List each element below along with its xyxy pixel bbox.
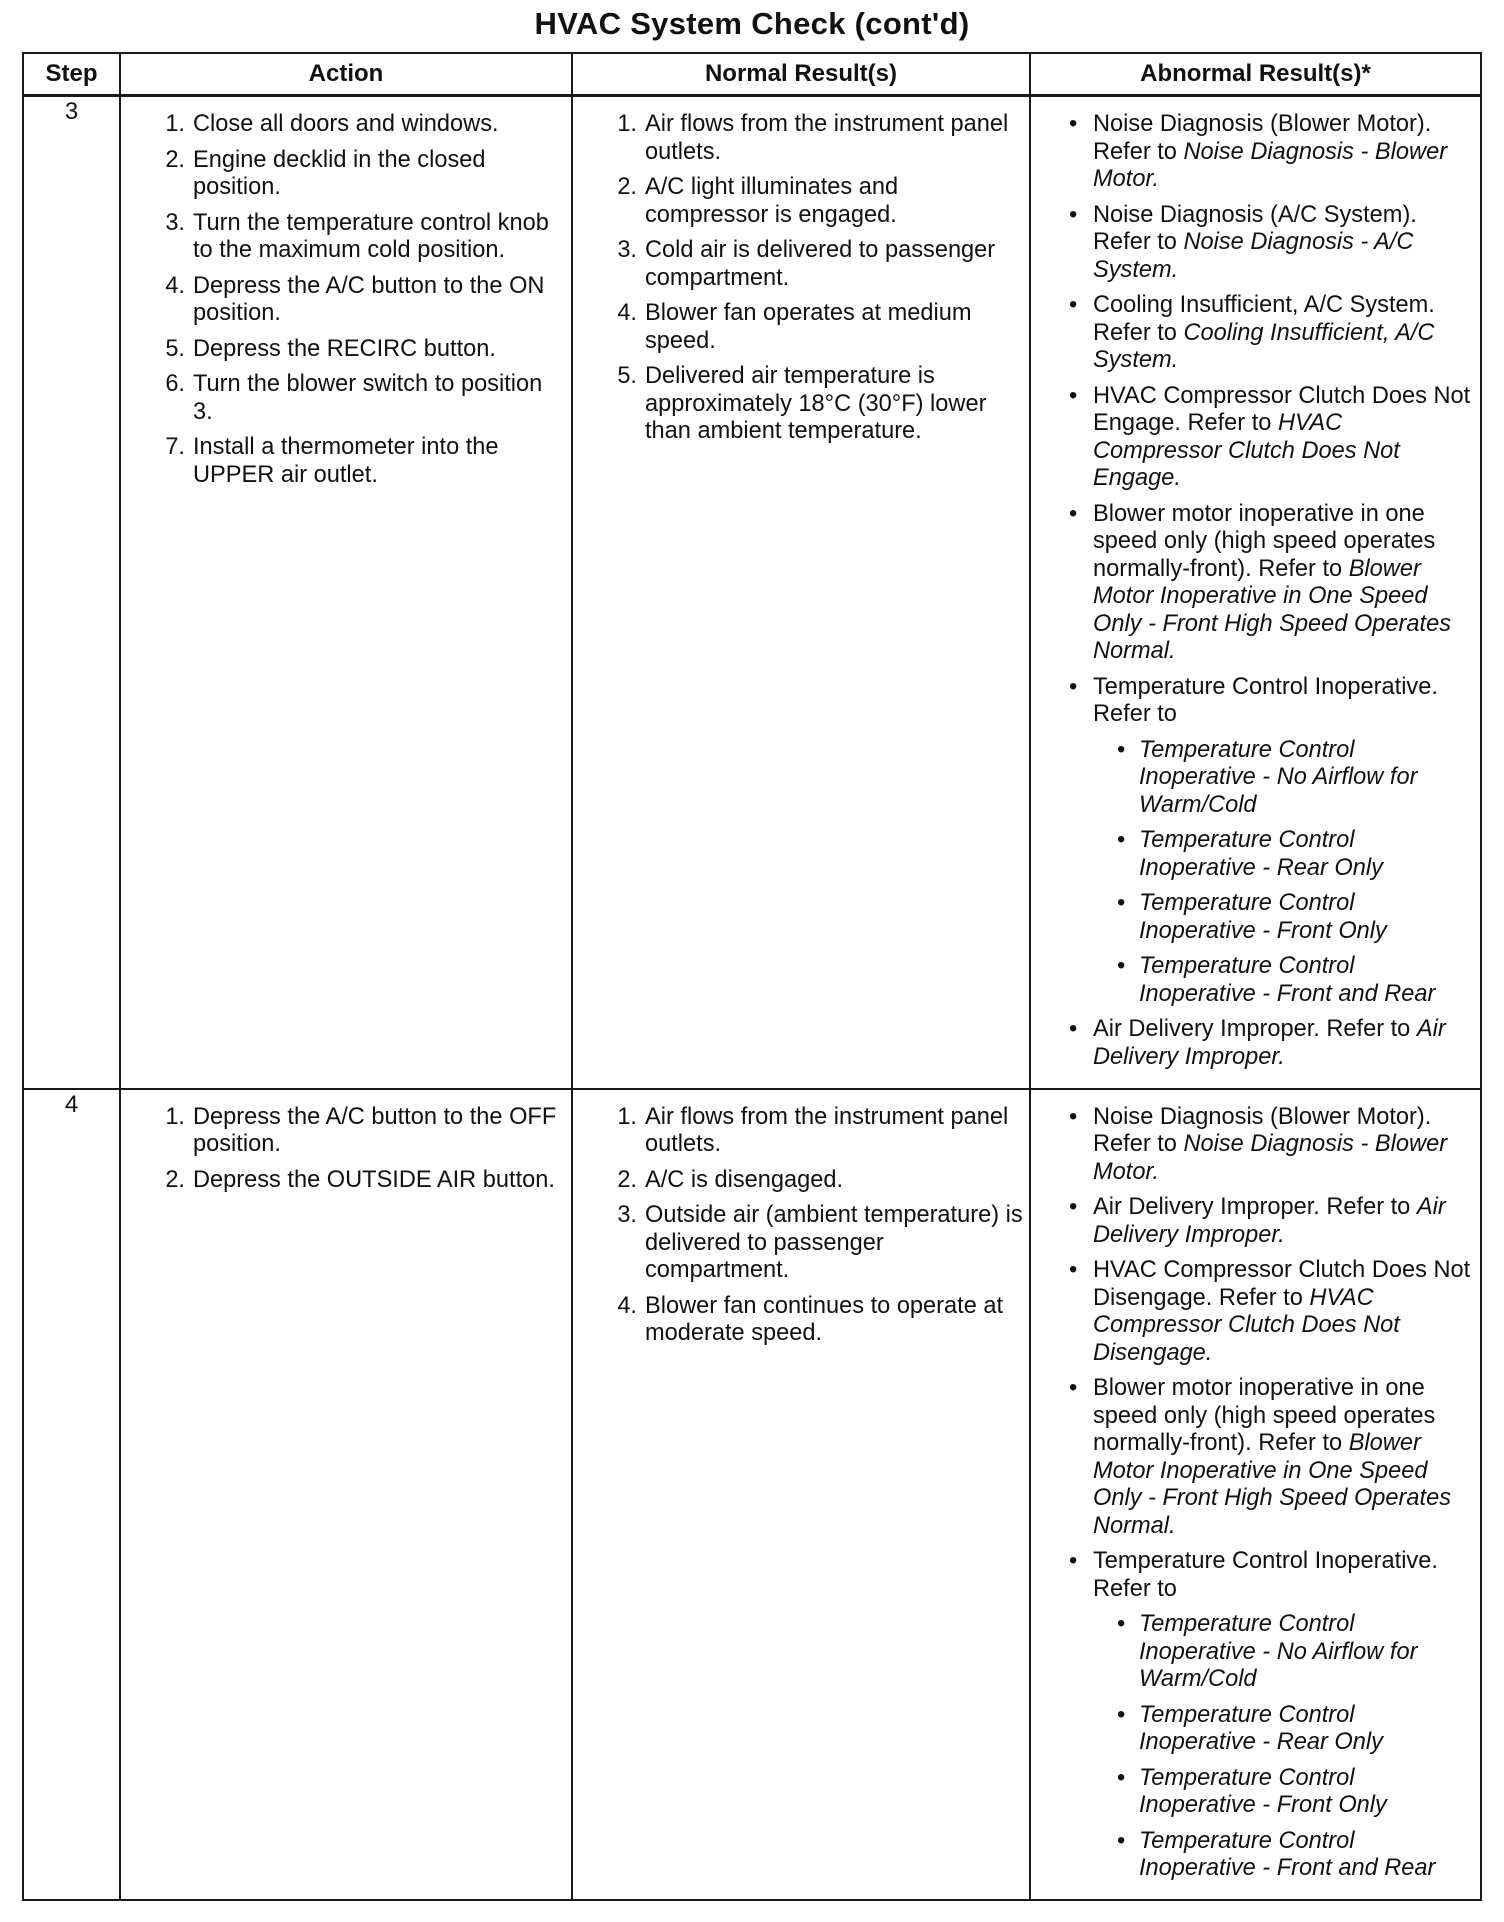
reference-link: Temperature Control Inoperative - Front Only [1139,890,1387,944]
item-text: Install a thermometer into the UPPER air outlet. [193,434,499,488]
list-item [611,1202,1023,1285]
list-item [1067,1257,1476,1367]
table-row-step-3 [23,96,1481,1089]
list-item [1067,383,1476,493]
reference-link: HVAC Compressor Clutch Does Not Engage. [1093,410,1400,491]
reference-link: Noise Diagnosis - Blower Motor. [1093,138,1448,192]
abnormal-result-cell [1030,96,1481,1089]
normal-result-cell [572,96,1030,1089]
item-text: Delivered air temperature is approximately 18°C (30°F) lower than ambient temperature. [645,363,987,444]
item-number: 2. [617,174,637,200]
item-text: Cold air is delivered to passenger compartment. [645,237,996,291]
reference-link: Air Delivery Improper. [1093,1016,1446,1070]
reference-link: Noise Diagnosis - Blower Motor. [1093,1131,1448,1185]
reference-link: HVAC Compressor Clutch Does Not Disengage. [1093,1284,1400,1366]
list-item [1093,953,1476,1008]
item-text: Turn the temperature control knob to the maximum cold position. [193,209,549,263]
item-text: Blower motor inoperative in one speed only (high speed operates normally-front). Refer to [1093,500,1436,582]
bullet-icon: • [1117,953,1126,979]
item-text: HVAC Compressor Clutch Does Not Engage. Refer to [1093,382,1471,436]
item-number: 3. [617,1202,637,1228]
item-number: 5. [617,363,637,389]
bullet-icon: • [1069,292,1078,318]
item-number: 4. [617,1292,637,1319]
list-item [1067,292,1476,375]
header-normal: Normal Result(s) [572,53,1030,96]
hvac-check-table [22,52,1482,1901]
item-number: 3. [617,237,637,263]
reference-link: Temperature Control Inoperative - Rear Only [1139,1701,1383,1755]
item-text: Temperature Control Inoperative. Refer to [1093,673,1438,727]
list-item [159,273,563,328]
item-text: Air Delivery Improper. Refer to [1093,1016,1417,1042]
abnormal-result-list [1067,1104,1476,1883]
header-step: Step [23,53,120,96]
item-number: 2. [617,1166,637,1193]
item-text: Engine decklid in the closed position. [193,146,486,200]
bullet-icon: • [1069,673,1078,700]
reference-link: Temperature Control Inoperative - Front and Rear [1139,1827,1436,1881]
bullet-icon: • [1069,1548,1078,1574]
item-number: 7. [165,434,185,460]
action-list [159,1104,563,1195]
item-number: 1. [165,111,185,137]
action-list [159,111,563,489]
bullet-icon: • [1069,500,1078,527]
item-number: 1. [617,111,637,137]
list-item [1093,1702,1476,1757]
reference-link: Noise Diagnosis - A/C System. [1093,229,1414,283]
list-item [1067,674,1476,1009]
list-item [1067,501,1476,666]
bullet-icon: • [1117,890,1126,916]
bullet-icon: • [1069,382,1078,409]
action-cell [120,96,572,1089]
item-number: 4. [617,300,637,326]
bullet-icon: • [1117,1827,1126,1854]
list-item [1067,1104,1476,1187]
item-number: 1. [165,1103,185,1130]
step-number: 3 [23,96,120,1089]
item-text: Noise Diagnosis (Blower Motor). Refer to [1093,1103,1432,1157]
item-text: HVAC Compressor Clutch Does Not Disengage. Refer to [1093,1257,1471,1311]
item-text: Blower motor inoperative in one speed only (high speed operates normally-front). Refer to [1093,1375,1436,1456]
list-item [1067,202,1476,285]
list-item [1067,1016,1476,1071]
item-text: Depress the A/C button to the ON position. [193,272,545,326]
bullet-icon: • [1117,736,1126,763]
item-text: Outside air (ambient temperature) is delivered to passenger compartment. [645,1202,1023,1283]
item-number: 6. [165,371,185,397]
bullet-icon: • [1069,1194,1078,1220]
reference-link: Blower Motor Inoperative in One Speed Only - Front High Speed Operates Normal. [1093,555,1452,664]
bullet-icon: • [1117,827,1126,853]
item-text: Air Delivery Improper. Refer to [1093,1194,1417,1220]
item-text: Close all doors and windows. [193,111,499,137]
list-item [1067,111,1476,194]
list-item [1067,1194,1476,1249]
list-item [1093,890,1476,945]
item-text: A/C is disengaged. [645,1166,844,1193]
bullet-icon: • [1069,111,1078,137]
list-item [611,300,1023,355]
item-text: Air flows from the instrument panel outlets. [645,111,1009,165]
item-text: Blower fan operates at medium speed. [645,300,972,354]
item-text: Blower fan continues to operate at moderate speed. [645,1292,1004,1346]
item-text: Temperature Control Inoperative. Refer to [1093,1548,1438,1602]
reference-link: Blower Motor Inoperative in One Speed Only - Front High Speed Operates Normal. [1093,1430,1452,1539]
list-item [611,1104,1023,1159]
bullet-icon: • [1117,1764,1126,1791]
reference-link: Temperature Control Inoperative - No Airflow for Warm/Cold [1139,736,1418,818]
normal-result-cell [572,1089,1030,1900]
abnormal-result-cell [1030,1089,1481,1900]
list-item [1093,1765,1476,1820]
list-item [611,174,1023,229]
item-text: Depress the A/C button to the OFF position. [193,1103,557,1157]
item-text: Noise Diagnosis (Blower Motor). Refer to [1093,111,1432,165]
list-item [159,210,563,265]
bullet-icon: • [1117,1701,1126,1728]
reference-link: Temperature Control Inoperative - No Airflow for Warm/Cold [1139,1611,1418,1692]
list-item [611,237,1023,292]
normal-result-list [611,111,1023,446]
item-text: Noise Diagnosis (A/C System). Refer to [1093,201,1417,255]
list-item [159,147,563,202]
item-number: 4. [165,272,185,299]
list-item [159,1104,563,1159]
list-item [159,336,563,364]
item-number: 2. [165,1166,185,1193]
list-item [159,111,563,139]
sub-reference-list [1093,737,1476,1009]
normal-result-list [611,1104,1023,1348]
header-abnormal: Abnormal Result(s)* [1030,53,1481,96]
reference-link: Temperature Control Inoperative - Front Only [1139,1764,1387,1818]
step-number: 4 [23,1089,120,1900]
table-row-step-4 [23,1089,1481,1900]
action-cell [120,1089,572,1900]
header-row [23,53,1481,96]
list-item [159,1167,563,1195]
item-number: 1. [617,1103,637,1130]
sub-reference-list [1093,1611,1476,1883]
list-item [159,371,563,426]
reference-link: Air Delivery Improper. [1093,1194,1446,1248]
list-item [1067,1548,1476,1883]
item-number: 3. [165,209,185,236]
abnormal-result-list [1067,111,1476,1071]
bullet-icon: • [1069,1103,1078,1130]
item-text: Cooling Insufficient, A/C System. Refer to [1093,292,1435,346]
list-item [1093,1611,1476,1694]
list-item [1067,1375,1476,1540]
item-number: 2. [165,146,185,173]
reference-link: Temperature Control Inoperative - Front and Rear [1139,953,1436,1007]
list-item [1093,827,1476,882]
item-number: 5. [165,335,185,362]
list-item [611,1293,1023,1348]
item-text: Turn the blower switch to position 3. [193,371,543,425]
list-item [1093,737,1476,820]
list-item [611,363,1023,446]
list-item [159,434,563,489]
bullet-icon: • [1069,201,1078,228]
item-text: Depress the OUTSIDE AIR button. [193,1166,555,1193]
item-text: A/C light illuminates and compressor is engaged. [645,174,899,228]
bullet-icon: • [1069,1375,1078,1401]
list-item [611,111,1023,166]
page-title: HVAC System Check (cont'd) [534,6,970,41]
header-action: Action [120,53,572,96]
item-text: Air flows from the instrument panel outlets. [645,1103,1009,1157]
bullet-icon: • [1069,1257,1078,1283]
item-text: Depress the RECIRC button. [193,335,496,362]
bullet-icon: • [1117,1611,1126,1637]
bullet-icon: • [1069,1016,1078,1042]
reference-link: Temperature Control Inoperative - Rear Only [1139,827,1383,881]
list-item [611,1167,1023,1195]
reference-link: Cooling Insufficient, A/C System. [1093,319,1435,373]
list-item [1093,1828,1476,1883]
